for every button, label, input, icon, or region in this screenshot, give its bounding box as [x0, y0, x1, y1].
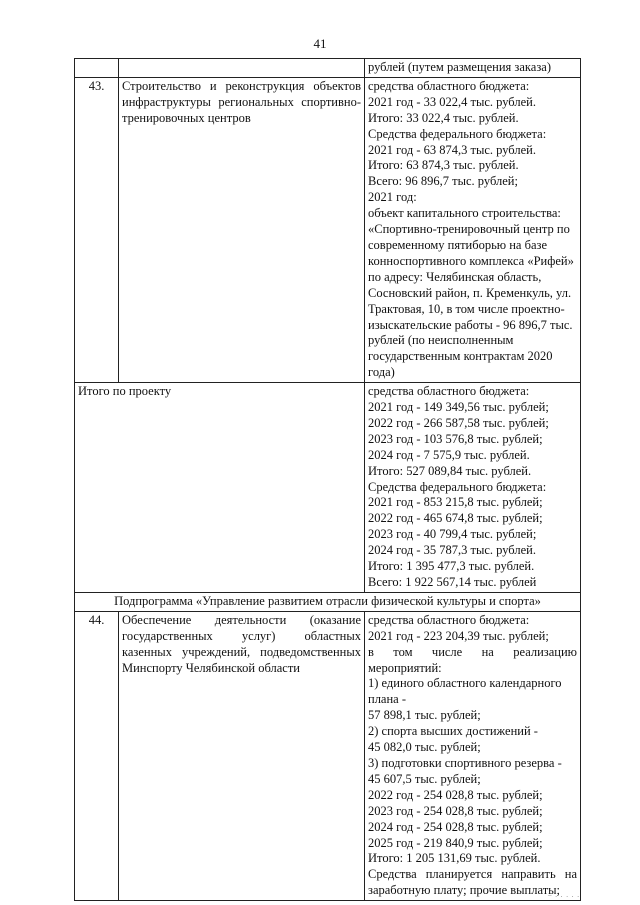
funding-line: 2024 год - 7 575,9 тыс. рублей. [368, 447, 530, 462]
funding-line: 45 082,0 тыс. рублей; [368, 740, 481, 755]
funding-line: 2021 год - 63 874,3 тыс. рублей. [368, 142, 536, 157]
page-number: 41 [313, 36, 327, 51]
funding-line: в том числе на реализацию мероприятий: [368, 644, 577, 675]
funding-table [74, 58, 581, 901]
funding-line: 2021 год - 223 204,39 тыс. рублей; [368, 628, 549, 643]
row-continued-funding-cell [365, 59, 581, 78]
row-continued-number-cell [75, 59, 119, 78]
funding-line: объект капитального строительства: [368, 206, 561, 221]
funding-line: Средства федерального бюджета: [368, 479, 547, 494]
funding-line: 1) единого областного календарного плана - [368, 676, 562, 707]
total-label: Итого по проекту [75, 383, 365, 593]
funding-line: 2022 год - 465 674,8 тыс. рублей; [368, 511, 543, 526]
funding-line: 2021 год - 33 022,4 тыс. рублей. [368, 94, 536, 109]
funding-line: Итого: 33 022,4 тыс. рублей. [368, 110, 519, 125]
funding-line: Всего: 1 922 567,14 тыс. рублей [368, 575, 537, 589]
funding-line: Итого: 527 089,84 тыс. рублей. [368, 463, 532, 478]
funding-line: 2021 год - 149 349,56 тыс. рублей; [368, 400, 549, 415]
row-continued-description-cell [119, 59, 365, 78]
funding-line: рублей (путем размещения заказа) [368, 60, 551, 74]
table-row-43 [75, 77, 581, 382]
total-funding [365, 383, 581, 593]
row-43-funding [365, 77, 581, 382]
funding-line: Средства федерального бюджета: [368, 126, 547, 141]
bottom-scan-mark: – . . . . . [548, 891, 580, 899]
table-row-44 [75, 611, 581, 900]
funding-line: Итого: 1 395 477,3 тыс. рублей. [368, 559, 535, 574]
funding-line: «Спортивно-тренировочный центр по современному пятиборью на базе конноспортивного комплекса «Рифей» по адресу: Челябинская область, Сосновский район, п. Кременкуль, ул. Трактовая, 10, в том числе проектно-изыскательские работы - 96 896,7 тыс. рублей (по неисполненным государственным контрактам 2020 года) [368, 222, 574, 380]
funding-line: 3) подготовки спортивного резерва - [368, 755, 562, 770]
funding-line: 2025 год - 219 840,9 тыс. рублей; [368, 835, 543, 850]
funding-line: 2023 год - 254 028,8 тыс. рублей; [368, 803, 543, 818]
funding-line: 57 898,1 тыс. рублей; [368, 708, 481, 723]
funding-line: 2024 год - 254 028,8 тыс. рублей; [368, 819, 543, 834]
funding-line: 2) спорта высших достижений - [368, 724, 538, 739]
funding-line: средства областного бюджета: [368, 78, 530, 93]
funding-line: средства областного бюджета: [368, 612, 530, 627]
table-row-subprogram [75, 592, 581, 611]
row-43-description: Строительство и реконструкция объектов инфраструктуры региональных спортивно-тренировочных центров [119, 77, 365, 382]
funding-line: 2023 год - 40 799,4 тыс. рублей; [368, 527, 537, 542]
funding-line: 45 607,5 тыс. рублей; [368, 771, 481, 786]
funding-line: средства областного бюджета: [368, 384, 530, 399]
funding-line: 2021 год: [368, 190, 417, 205]
funding-line: 2023 год - 103 576,8 тыс. рублей; [368, 431, 543, 446]
table-row-continued [75, 59, 581, 78]
subprogram-title: Подпрограмма «Управление развитием отрасли физической культуры и спорта» [75, 592, 581, 611]
row-43-number: 43. [75, 77, 119, 382]
funding-line: 2021 год - 853 215,8 тыс. рублей; [368, 495, 543, 510]
table-row-total [75, 383, 581, 593]
funding-line: 2022 год - 266 587,58 тыс. рублей; [368, 415, 549, 430]
funding-line: 2024 год - 35 787,3 тыс. рублей. [368, 543, 536, 558]
row-44-number: 44. [75, 611, 119, 900]
row-44-funding [365, 611, 581, 900]
funding-line: Средства планируется направить на заработную плату; прочие выплаты; [368, 867, 577, 898]
row-44-description: Обеспечение деятельности (оказание государственных услуг) областных казенных учреждений, подведомственных Минспорту Челябинской области [119, 611, 365, 900]
funding-line: Итого: 63 874,3 тыс. рублей. [368, 158, 519, 173]
funding-line: Итого: 1 205 131,69 тыс. рублей. [368, 851, 541, 866]
funding-line: Всего: 96 896,7 тыс. рублей; [368, 174, 518, 189]
funding-line: 2022 год - 254 028,8 тыс. рублей; [368, 787, 543, 802]
